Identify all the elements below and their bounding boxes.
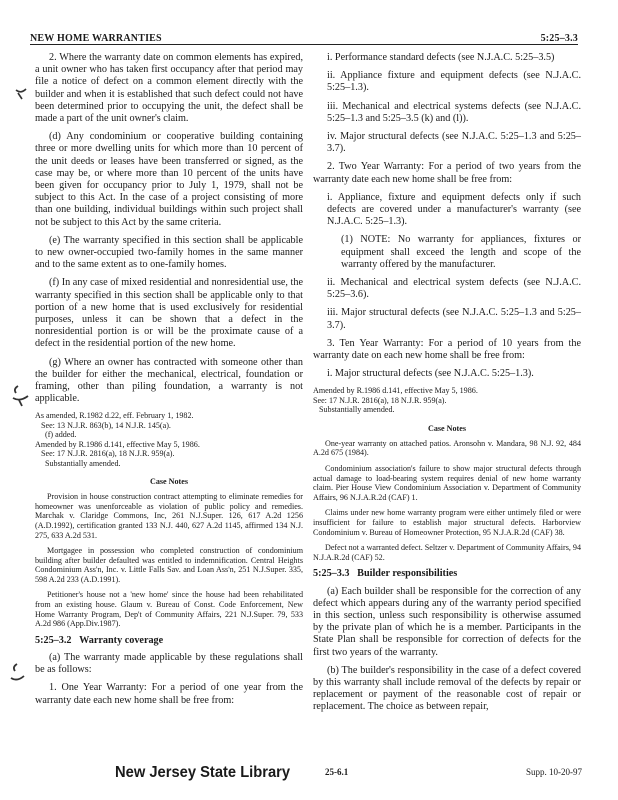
- amendment-history: [313, 386, 581, 414]
- paragraph: (e) The warranty specified in this section shall be applicable to new owner-occupied two-family homes in the same manner and to the same extent as to one-family homes.: [35, 234, 303, 271]
- paragraph: 1. One Year Warranty: For a period of one year from the warranty date each new home shall be free from:: [35, 682, 303, 706]
- history-line: See: 17 N.J.R. 2816(a), 18 N.J.R. 959(a).: [41, 449, 175, 459]
- section-number: 5:25–3.3: [313, 568, 350, 580]
- paragraph: (a) Each builder shall be responsible for the correction of any defect which appears during any of the warranty period specified in this section, unless such responsibility is otherwise assumed by the private plan of which he is a member. Participants in the State Plan shall be responsible for correction of defects for the first two years of the warranty.: [313, 585, 581, 658]
- paragraph: (b) The builder's responsibility in the case of a defect covered by this warranty shall include removal of the defects by repair or replacement or payment of the reasonable cost of repair or replacement. The choice as between repair,: [313, 664, 581, 713]
- paragraph: iv. Major structural defects (see N.J.A.C. 5:25–1.3 and 5:25–3.7).: [327, 131, 581, 155]
- paragraph: (1) NOTE: No warranty for appliances, fixtures or equipment shall exceed the length and scope of the warranty offered by the manufacturer.: [341, 234, 581, 270]
- case-note: Provision in house construction contract attempting to eliminate remedies for homeowner was unenforceable as violation of public policy and remedies. Marchak v. Claridge Commons, Inc, 261 N.J.Super. 126, 617 A.2d 1256 (A.D.1992), certification granted 133 N.J. 440, 627 A.2d 1145, affirmed 134 N.J. 275, 633 A.2d 531.: [35, 492, 303, 540]
- case-note: Petitioner's house not a 'new home' since the house had been rehabilitated from an existing house. Glaum v. Bureau of Const. Code Enforcement, New Home Warranty Program, Dep't of Community Affairs, 221 N.J.Super. 79, 533 A.2d 986 (App.Div.1987).: [35, 590, 303, 629]
- paragraph: (f) In any case of mixed residential and nonresidential use, the warranty specified in this section shall be applicable only to that portion of a new home that is used exclusively for residential purposes, unless it can be shown that a defect in the nonresidential portion is or will be the proximate cause of a defect in the residential portion of the new home.: [35, 277, 303, 350]
- paragraph: 2. Two Year Warranty: For a period of two years from the warranty date each new home shall be free from:: [313, 161, 581, 185]
- paragraph: 3. Ten Year Warranty: For a period of 10 years from the warranty date on each new home shall be free from:: [313, 337, 581, 362]
- paragraph: (g) Where an owner has contracted with someone other than the builder for either the mechanical, electrical, foundation or framing, other than piling foundation, a warranty is not applicable.: [35, 356, 303, 405]
- section-title: Warranty coverage: [79, 634, 164, 646]
- header-title: NEW HOME WARRANTIES: [30, 33, 162, 44]
- paragraph: iii. Major structural defects (see N.J.A.C. 5:25–1.3 and 5:25–3.7).: [327, 307, 581, 331]
- paragraph: (d) Any condominium or cooperative building containing three or more dwelling units for which more than 10 percent of the unit deeds or leases have been transferred or signed, as the case may be, or where more than 10 percent of the units have been given for occupancy prior to July 1, 1979, shall not be subject to this Act. In the case of a project consisting of more than one building, individual buildings within such project shall not be subject to this Act by the same criteria.: [35, 131, 303, 228]
- section-heading: [35, 635, 303, 647]
- case-note: Mortgagee in possession who completed construction of condominium building after builder defaulted was entitled to indemnification. Central Heights Condominium Ass'n, Inc. v. Little Falls Sav. and Loan Ass'n, 251 N.J.Super. 335, 598 A.2d 233 (A.D.1991).: [35, 546, 303, 584]
- amendment-history: [35, 411, 303, 467]
- case-note: Condominium association's failure to show major structural defects through actual damage to load-bearing system requires denial of new home warranty claim. Pier House View Condominium Association v. Department of Community Affairs, 96 N.J.A.R.2d (CAF) 1.: [313, 464, 581, 502]
- section-number: 5:25–3.2: [35, 634, 72, 646]
- paragraph: (a) The warranty made applicable by these regulations shall be as follows:: [35, 652, 303, 676]
- paragraph: i. Performance standard defects (see N.J.A.C. 5:25–3.5): [327, 52, 555, 63]
- paragraph: ii. Appliance fixture and equipment defects (see N.J.A.C. 5:25–1.3).: [327, 70, 581, 94]
- case-notes-title: Case Notes: [150, 476, 188, 486]
- history-line: See: 17 N.J.R. 2816(a), 18 N.J.R. 959(a).: [313, 395, 447, 405]
- paragraph: ii. Mechanical and electrical system defects (see N.J.A.C. 5:25–3.6).: [327, 277, 581, 301]
- margin-mark-icon: [14, 86, 30, 102]
- history-line: As amended, R.1982 d.22, eff. February 1, 1982.: [35, 411, 194, 421]
- case-notes-title: Case Notes: [428, 423, 466, 433]
- history-line: See: 13 N.J.R. 863(b), 14 N.J.R. 145(a).: [41, 420, 171, 430]
- right-column: [313, 52, 581, 720]
- paragraph: iii. Mechanical and electrical systems defects (see N.J.A.C. 5:25–1.3 and 5:25–3.5 (k) and (l)).: [327, 100, 581, 124]
- history-line: Amended by R.1986 d.141, effective May 5, 1986.: [35, 439, 200, 449]
- paragraph: i. Major structural defects (see N.J.A.C. 5:25–1.3).: [327, 368, 534, 380]
- section-title: Builder responsibilities: [357, 568, 458, 580]
- case-note: Claims under new home warranty program were either untimely filed or were insufficient for failure to establish major structural defects. Harborview Condominium v. Bureau of Homeowner Protection, 95 N.J.A.R.2d (CAF) 38.: [313, 508, 581, 537]
- section-heading: [313, 568, 581, 580]
- case-note: Defect not a warranted defect. Seltzer v. Department of Community Affairs, 94 N.J.A.R.2d (CAF) 52.: [313, 543, 581, 562]
- library-stamp: New Jersey State Library: [115, 764, 291, 781]
- running-header: [30, 26, 578, 45]
- margin-mark-icon: [8, 662, 28, 688]
- margin-mark-icon: [10, 384, 32, 410]
- paragraph: i. Appliance, fixture and equipment defects only if such defects are covered under a manufacturer's warranty (see N.J.A.C. 5:25–1.3).: [327, 191, 581, 228]
- header-section: 5:25–3.3: [540, 33, 578, 44]
- history-line: Substantially amended.: [45, 458, 121, 468]
- history-line: (f) added.: [45, 430, 77, 440]
- history-line: Amended by R.1986 d.141, effective May 5, 1986.: [313, 386, 478, 396]
- page-number: 25-6.1: [325, 767, 349, 777]
- paragraph: 2. Where the warranty date on common elements has expired, a unit owner who has taken first occupancy after that period may file a notice of defect on a common element directly with the builder and when it is established that such defect could not have been determined prior to occupying the unit, the defect shall be made a part of the unit owner's claim.: [35, 52, 303, 125]
- case-note: One-year warranty on attached patios. Aronsohn v. Mandara, 98 N.J. 92, 484 A.2d 675 (1984).: [313, 438, 581, 458]
- history-line: Substantially amended.: [319, 405, 395, 415]
- supplement-date: Supp. 10-20-97: [526, 767, 582, 777]
- left-column: [35, 52, 303, 713]
